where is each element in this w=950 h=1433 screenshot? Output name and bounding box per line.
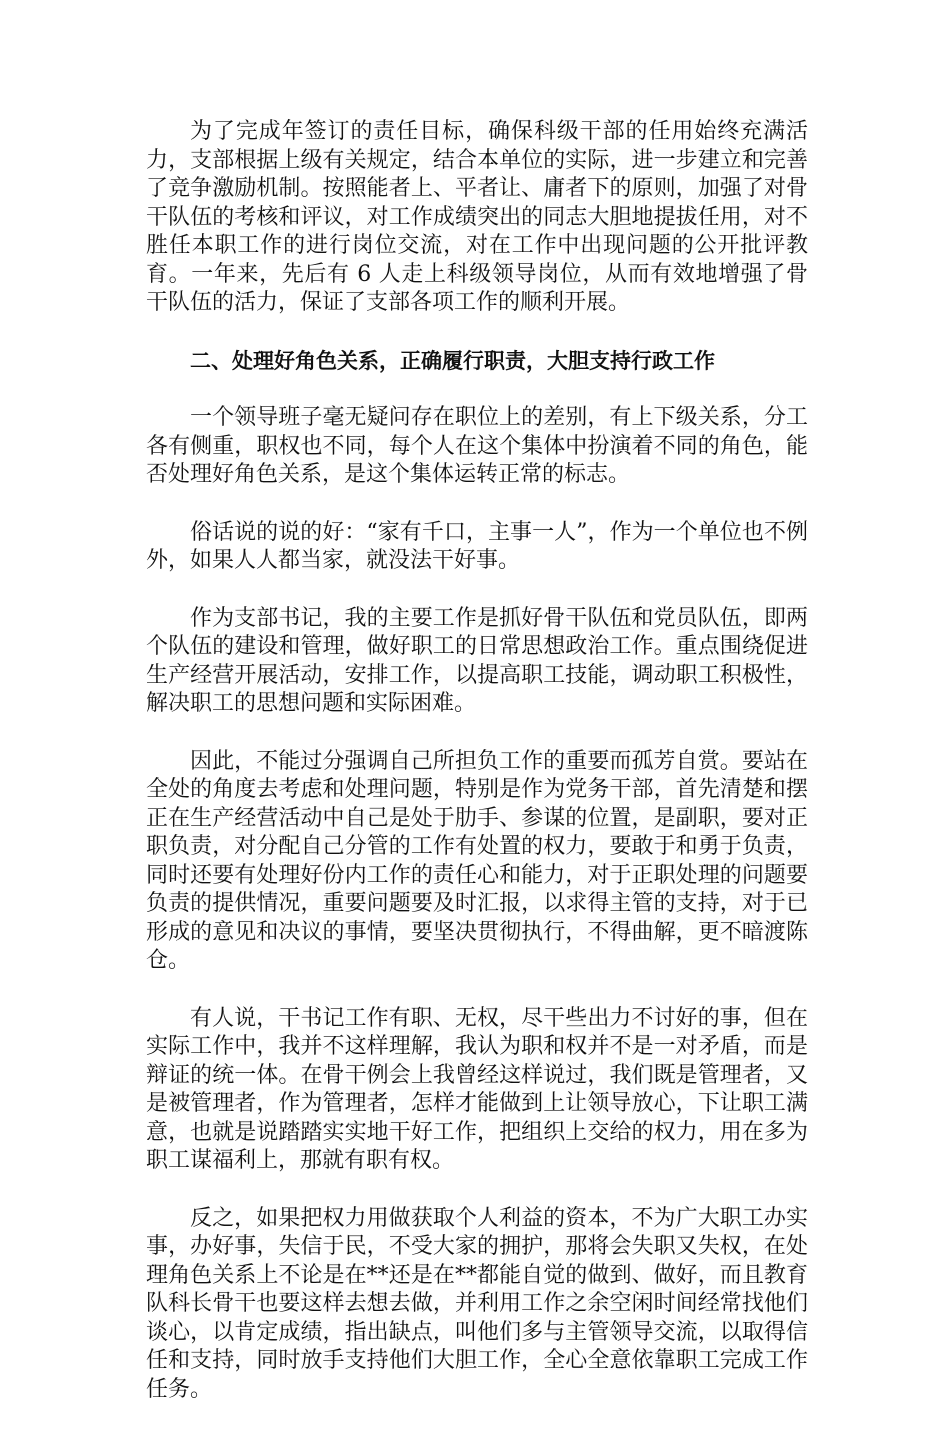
paragraph-4: 作为支部书记，我的主要工作是抓好骨干队伍和党员队伍，即两个队伍的建设和管理，做好职工的日常思想政治工作。重点围绕促进生产经营开展活动，安排工作，以提高职工技能，调动职工积极性，解决职工的思想问题和实际困难。 <box>146 605 808 716</box>
paragraph-2: 一个领导班子毫无疑问存在职位上的差别，有上下级关系，分工各有侧重，职权也不同，每个人在这个集体中扮演着不同的角色，能否处理好角色关系，是这个集体运转正常的标志。 <box>146 405 808 487</box>
document-page <box>146 118 808 1433</box>
paragraph-5: 因此，不能过分强调自己所担负工作的重要而孤芳自赏。要站在全处的角度去考虑和处理问题，特别是作为党务干部，首先清楚和摆正在生产经营活动中自己是处于肋手、参谋的位置，是副职，要对正职负责，对分配自己分管的工作有处置的权力，要敢于和勇于负责，同时还要有处理好份内工作的责任心和能力，对于正职处理的问题要负责的提供情况，重要问题要及时汇报，以求得主管的支持，对于已形成的意见和决议的事情，要坚决贯彻执行，不得曲解，更不暗渡陈仓。 <box>146 748 808 973</box>
paragraph-1: 为了完成年签订的责任目标，确保科级干部的任用始终充满活力，支部根据上级有关规定，结合本单位的实际，进一步建立和完善了竞争激励机制。按照能者上、平者让、庸者下的原则，加强了对骨干队伍的考核和评议，对工作成绩突出的同志大胆地提拔任用，对不胜任本职工作的进行岗位交流，对在工作中出现问题的公开批评教育。一年来，先后有 6 人走上科级领导岗位，从而有效地增强了骨干队伍的活力，保证了支部各项工作的顺利开展。 <box>146 119 808 315</box>
section-heading: 二、处理好角色关系，正确履行职责，大胆支持行政工作 <box>190 348 715 373</box>
paragraph-7: 反之，如果把权力用做获取个人利益的资本，不为广大职工办实事，办好事，失信于民，不受大家的拥护，那将会失职又失权，在处理角色关系上不论是在**还是在**都能自觉的做到、做好，而且教育队科长骨干也要这样去想去做，并利用工作之余空闲时间经常找他们谈心，以肯定成绩，指出缺点，叫他们多与主管领导交流，以取得信任和支持，同时放手支持他们大胆工作，全心全意依靠职工完成工作任务。 <box>146 1205 808 1402</box>
paragraph-3: 俗话说的说的好：“家有千口，主事一人”，作为一个单位也不例外，如果人人都当家，就没法干好事。 <box>146 519 808 573</box>
paragraph-6: 有人说，干书记工作有职、无权，尽干些出力不讨好的事，但在实际工作中，我并不这样理解，我认为职和权并不是一对矛盾，而是辩证的统一体。在骨干例会上我曾经这样说过，我们既是管理者，又是被管理者，作为管理者，怎样才能做到上让领导放心，下让职工满意，也就是说踏踏实实地干好工作，把组织上交给的权力，用在多为职工谋福利上，那就有职有权。 <box>146 1005 808 1173</box>
